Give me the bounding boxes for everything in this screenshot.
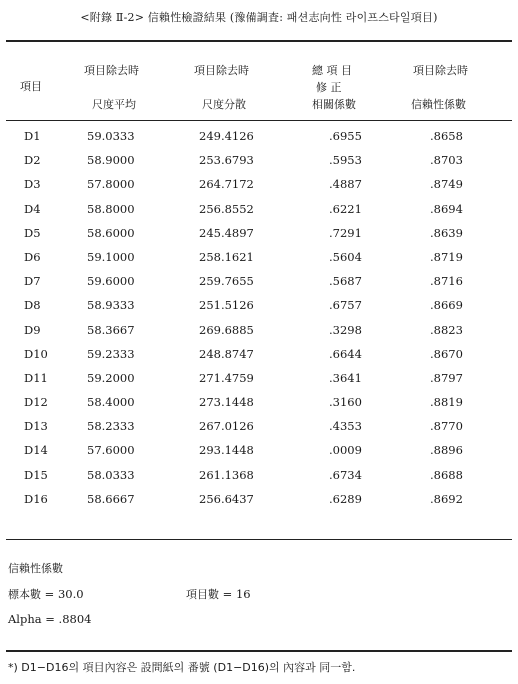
row-variance: 269.6885	[199, 322, 254, 337]
stats-cases	[8, 586, 84, 602]
stats-title-label: 信賴性係數	[8, 562, 63, 575]
row-item: D15	[24, 467, 48, 482]
table-row	[6, 173, 512, 197]
row-alpha: .8692	[430, 491, 463, 506]
row-alpha: .8719	[430, 249, 463, 264]
row-item: D12	[24, 395, 48, 410]
row-item: D8	[24, 298, 41, 313]
table-row	[6, 343, 512, 367]
row-variance: 259.7655	[199, 274, 254, 289]
table-row	[6, 488, 512, 512]
footnote-rule	[6, 650, 512, 652]
bottom-rule	[6, 539, 512, 540]
table-row	[6, 125, 512, 149]
row-mean: 58.2333	[87, 419, 135, 434]
row-alpha: .8770	[430, 419, 463, 434]
header-corr-2: 修 正	[316, 81, 342, 94]
row-correlation: .3160	[329, 395, 362, 410]
row-mean: 58.0333	[87, 467, 135, 482]
table-row	[6, 367, 512, 391]
table-row	[6, 319, 512, 343]
alpha-value: = .8804	[45, 612, 92, 626]
row-correlation: .5953	[329, 153, 362, 168]
alpha-label: Alpha	[8, 612, 42, 626]
row-mean: 59.2000	[87, 370, 135, 385]
row-alpha: .8749	[430, 177, 463, 192]
row-alpha: .8716	[430, 274, 463, 289]
stats-items	[186, 586, 251, 602]
row-mean: 59.0333	[87, 129, 135, 143]
row-alpha: .8703	[430, 153, 463, 168]
row-alpha: .8658	[430, 129, 463, 143]
row-alpha: .8694	[430, 201, 463, 216]
row-alpha: .8797	[430, 370, 463, 385]
row-item: D5	[24, 225, 41, 240]
table-row	[6, 198, 512, 222]
row-variance: 251.5126	[199, 298, 254, 313]
row-variance: 258.1621	[199, 249, 254, 264]
row-correlation: .7291	[329, 225, 362, 240]
cases-label: 標本數	[8, 588, 41, 601]
table-row	[6, 149, 512, 173]
row-variance: 267.0126	[199, 419, 254, 434]
header-corr-1: 總 項 目	[312, 64, 352, 77]
row-mean: 58.6000	[87, 225, 135, 240]
row-correlation: .5604	[329, 249, 362, 264]
row-mean: 57.8000	[87, 177, 135, 192]
row-correlation: .6955	[329, 129, 362, 143]
row-mean: 58.6667	[87, 491, 135, 506]
row-variance: 264.7172	[199, 177, 254, 192]
row-alpha: .8688	[430, 467, 463, 482]
cases-value: = 30.0	[44, 587, 84, 601]
row-correlation: .6221	[329, 201, 362, 216]
table-caption: <附錄 Ⅱ-2> 信賴性檢證結果 (豫備調査: 패션志向性 라이프스타일項目)	[80, 11, 438, 24]
row-mean: 59.2333	[87, 346, 135, 361]
row-item: D14	[24, 443, 48, 458]
row-item: D13	[24, 419, 48, 434]
stats-alpha	[8, 612, 91, 626]
header-mean-bottom: 尺度平均	[92, 98, 136, 111]
row-mean: 58.9333	[87, 298, 135, 313]
header-mean-top: 項目除去時	[84, 64, 139, 77]
row-correlation: .3641	[329, 370, 362, 385]
table-row	[6, 246, 512, 270]
row-correlation: .0009	[329, 443, 362, 458]
table-row	[6, 464, 512, 488]
row-alpha: .8669	[430, 298, 463, 313]
row-correlation: .4887	[329, 177, 362, 192]
stats-title	[8, 560, 63, 576]
row-item: D1	[24, 129, 41, 143]
table-row	[6, 270, 512, 294]
row-alpha: .8639	[430, 225, 463, 240]
row-variance: 271.4759	[199, 370, 254, 385]
row-item: D7	[24, 274, 41, 289]
row-alpha: .8823	[430, 322, 463, 337]
row-alpha: .8896	[430, 443, 463, 458]
header-var-top: 項目除去時	[194, 64, 249, 77]
row-mean: 59.1000	[87, 249, 135, 264]
row-correlation: .6757	[329, 298, 362, 313]
row-variance: 261.1368	[199, 467, 254, 482]
row-item: D6	[24, 249, 41, 264]
header-item: 項目	[20, 80, 42, 93]
items-label: 項目數	[186, 588, 219, 601]
table-row	[6, 294, 512, 318]
row-correlation: .4353	[329, 419, 362, 434]
row-variance: 249.4126	[199, 129, 254, 143]
row-correlation: .6734	[329, 467, 362, 482]
row-item: D11	[24, 370, 48, 385]
row-variance: 273.1448	[199, 395, 254, 410]
row-item: D16	[24, 491, 48, 506]
table-row	[6, 391, 512, 415]
header-corr-3: 相關係數	[312, 98, 356, 111]
row-correlation: .3298	[329, 322, 362, 337]
row-item: D4	[24, 201, 41, 216]
row-item: D9	[24, 322, 41, 337]
footnote: *) D1−D16의 項目內容은 設問紙의 番號 (D1−D16)의 內容과 同一함.	[8, 661, 356, 674]
row-item: D3	[24, 177, 41, 192]
row-mean: 58.9000	[87, 153, 135, 168]
row-variance: 256.8552	[199, 201, 254, 216]
row-item: D2	[24, 153, 41, 168]
row-correlation: .6644	[329, 346, 362, 361]
row-alpha: .8670	[430, 346, 463, 361]
row-variance: 245.4897	[199, 225, 254, 240]
row-item: D10	[24, 346, 48, 361]
row-variance: 256.6437	[199, 491, 254, 506]
row-alpha: .8819	[430, 395, 463, 410]
header-rule	[6, 120, 512, 121]
row-variance: 293.1448	[199, 443, 254, 458]
row-mean: 58.4000	[87, 395, 135, 410]
row-mean: 57.6000	[87, 443, 135, 458]
row-mean: 59.6000	[87, 274, 135, 289]
header-var-bottom: 尺度分散	[202, 98, 246, 111]
header-alpha-bottom: 信賴性係數	[411, 98, 466, 111]
row-correlation: .5687	[329, 274, 362, 289]
row-mean: 58.8000	[87, 201, 135, 216]
row-correlation: .6289	[329, 491, 362, 506]
table-row	[6, 415, 512, 439]
table-row	[6, 222, 512, 246]
header-alpha-top: 項目除去時	[413, 64, 468, 77]
reliability-table	[6, 125, 512, 512]
row-variance: 248.8747	[199, 346, 254, 361]
table-row	[6, 439, 512, 463]
row-mean: 58.3667	[87, 322, 135, 337]
row-variance: 253.6793	[199, 153, 254, 168]
table-header	[6, 40, 512, 120]
items-value: = 16	[222, 587, 251, 601]
